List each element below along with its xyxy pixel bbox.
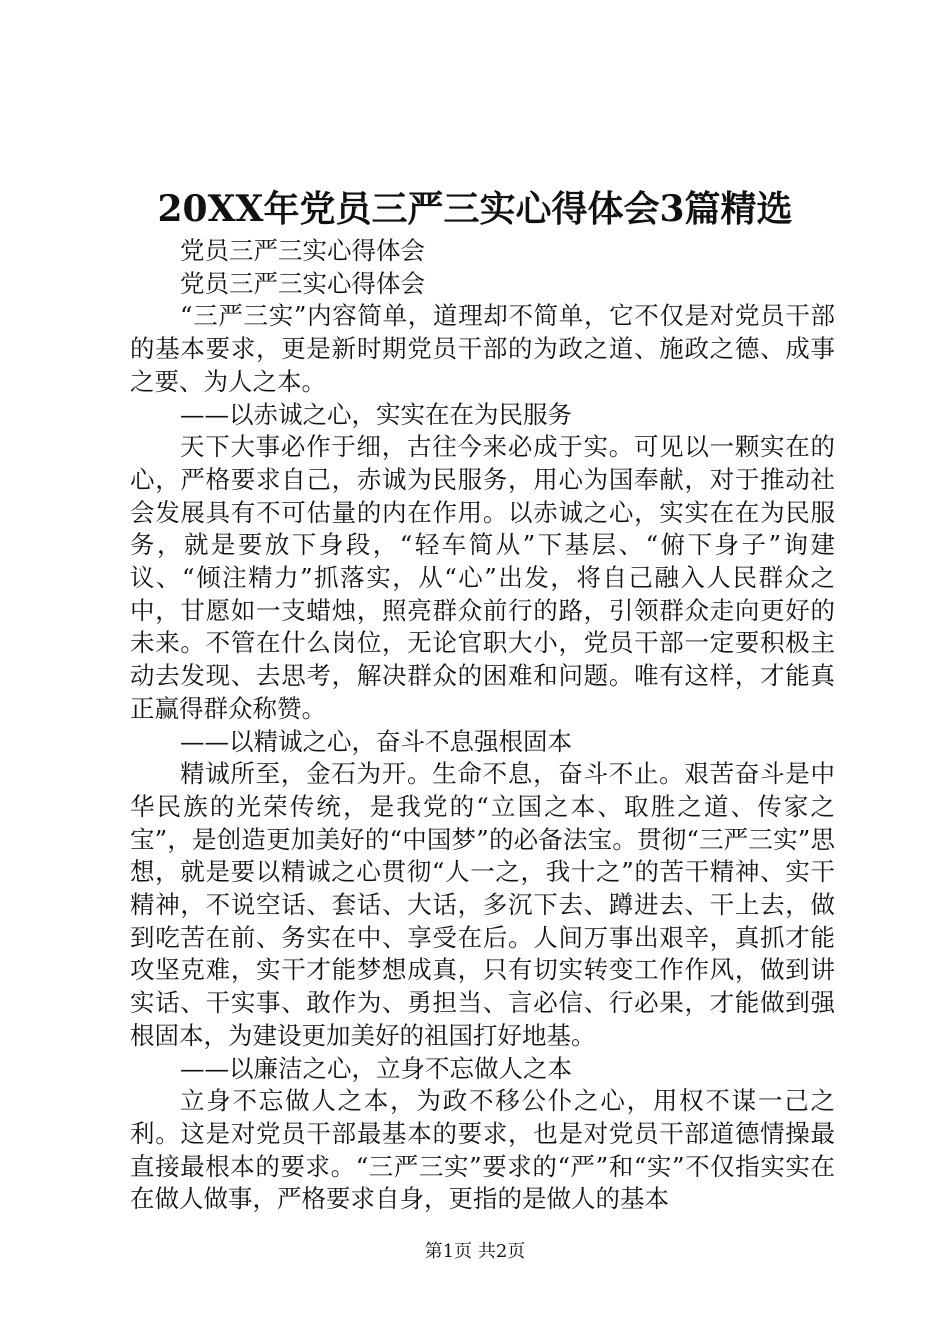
subtitle-line-1: 党员三严三实心得体会 — [180, 236, 425, 265]
document-body — [130, 235, 835, 1214]
paragraph-section-2: 精诚所至，金石为开。生命不息，奋斗不止。艰苦奋斗是中华民族的光荣传统，是我党的“立国之本、取胜之道、传家之宝”，是创造更加美好的“中国梦”的必备法宝。贯彻“三严三实”思想，就是要以精诚之心贯彻“人一之，我十之”的苦干精神、实干精神，不说空话、套话、大话，多沉下去、蹲进去、干上去，做到吃苦在前、务实在中、享受在后。人间万事出艰辛，真抓才能攻坚克难，实干才能梦想成真，只有切实转变工作作风，做到讲实话、干实事、敢作为、勇担当、言必信、行必果，才能做到强根固本，为建设更加美好的祖国打好地基。 — [130, 759, 835, 1050]
page-footer: 第1页 共2页 — [424, 1241, 526, 1262]
section-heading-1: ——以赤诚之心，实实在在为民服务 — [180, 399, 572, 429]
subtitle-line-2: 党员三严三实心得体会 — [180, 268, 425, 298]
section-heading-3: ——以廉洁之心，立身不忘做人之本 — [180, 1053, 572, 1083]
document-title: 20XX年党员三严三实心得体会3篇精选 — [157, 188, 793, 230]
paragraph-intro: “三严三实”内容简单，道理却不简单，它不仅是对党员干部的基本要求，更是新时期党员干部的为政之道、施政之德、成事之要、为人之本。 — [130, 301, 835, 396]
paragraph-section-1: 天下大事必作于细，古往今来必成于实。可见以一颗实在的心，严格要求自己，赤诚为民服务，用心为国奉献，对于推动社会发展具有不可估量的内在作用。以赤诚之心，实实在在为民服务，就是要放下身段，“轻车简从”下基层、“俯下身子”询建议、“倾注精力”抓落实，从“心”出发，将自己融入人民群众之中，甘愿如一支蜡烛，照亮群众前行的路，引领群众走向更好的未来。不管在什么岗位，无论官职大小，党员干部一定要积极主动去发现、去思考，解决群众的困难和问题。唯有这样，才能真正赢得群众称赞。 — [130, 432, 835, 723]
paragraph-section-3: 立身不忘做人之本，为政不移公仆之心，用权不谋一己之利。这是对党员干部最基本的要求，也是对党员干部道德情操最直接最根本的要求。“三严三实”要求的“严”和“实”不仅指实实在在做人做事，严格要求自身，更指的是做人的基本 — [130, 1086, 835, 1214]
section-heading-2: ——以精诚之心，奋斗不息强根固本 — [180, 726, 572, 756]
